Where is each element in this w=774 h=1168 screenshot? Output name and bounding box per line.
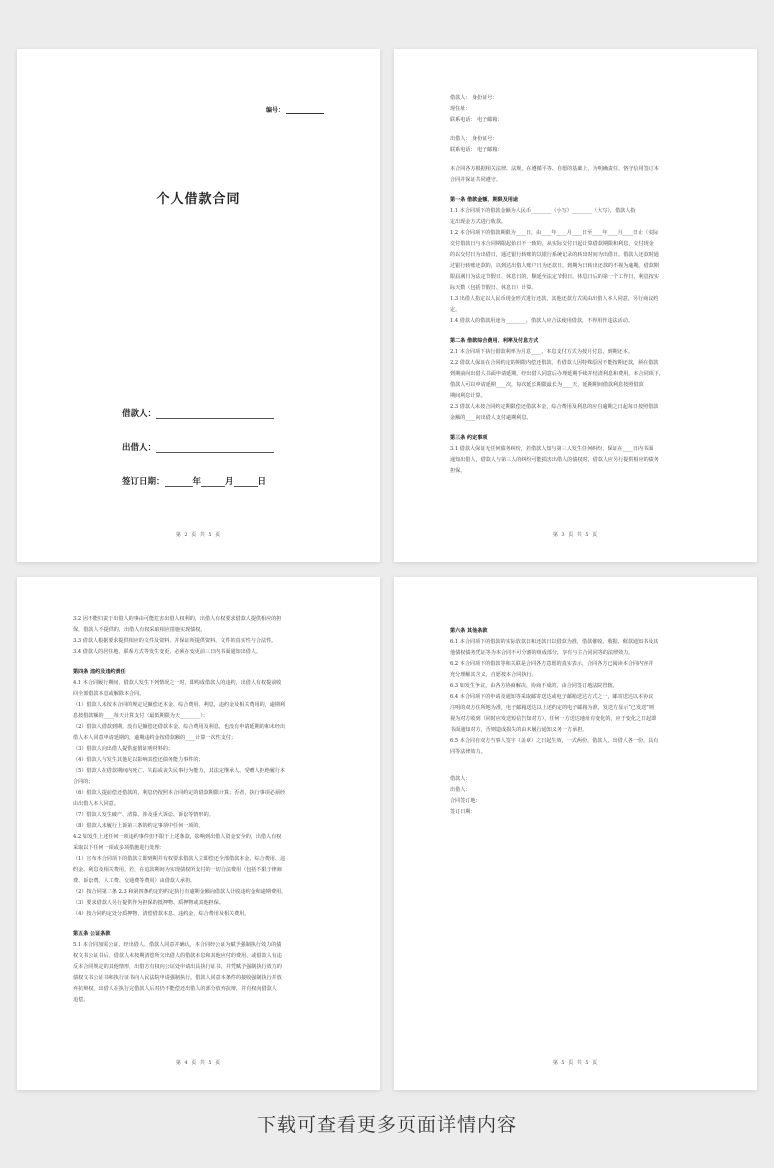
text-line: 权文书公证书后，借款人未按期清偿所欠出借人的借款本息和其他应付的费用，或借款人有违 (73, 953, 282, 959)
text-line: 1.4 借款人的借款用途为________，借款人应合法使用借款，不得用作违法活动。 (450, 318, 633, 324)
page-number: 第 5 页 共 5 页 (552, 1060, 599, 1066)
section-heading: 第二条 借款综合费用、利率及付息方式 (450, 338, 539, 344)
signing-date (122, 475, 266, 487)
text-line: 追偿。 (73, 997, 89, 1003)
page-number: 第 2 页 共 5 页 (175, 532, 222, 538)
text-line: 1.1 本合同项下的借款金额为人民币________（小写）________（大写），借款人指 (450, 208, 636, 214)
text-line: 5.1 本合同加需公证，经出借人、借款人同意并确认，本合同经公证为赋予强制执行效力的债 (73, 942, 282, 948)
page-4-body (73, 614, 328, 1006)
contract-number (266, 105, 324, 114)
text-line: （4）按合同约定处分质押物，清偿借款本息、违约金，综合费用及相关费用。 (73, 911, 250, 917)
text-line: （2）借款人借款到期，没有足额偿还借款本金、综合费用及利息，也没有申请延期的和未经出 (73, 724, 286, 730)
blank-line (450, 766, 705, 774)
text-line: （8）借款人未履行上诉第三条的约定事项中任何一项的。 (73, 823, 204, 829)
text-line: 3.3 借款人根据要求提供相应的文件及资料，并保证所提供资料、文件的真实性与合法性。 (73, 638, 277, 644)
text-line: 3.1 借款人保证无任何债务纠纷，若借款人知与第三人发生任何纠纷，保证在____日内书面 (450, 446, 654, 452)
text-line: 合同签订地： (450, 798, 481, 804)
contract-number-line (286, 113, 324, 114)
text-line: （3）借款人向出借人提供虚假证明材料的； (73, 746, 174, 752)
text-line: 同等法律效力。 (450, 749, 486, 755)
page-5 (394, 577, 757, 1090)
text-line: （6）借款人提前偿还借款的，利息仍按照本合同约定的借款期限计算；否者，执行事项必须经 (73, 790, 286, 796)
text-line: 定。 (450, 307, 461, 313)
text-line: 交付借款日与本合同期限起始日不一致的，从实际交付日起计算借款期限和利息，交付现金 (450, 241, 654, 247)
text-line: 费、诉讼费、人工费、交通费等费用）由借款人承担。 (73, 878, 196, 884)
text-line: 6.5 本合同自双方当事人签字（盖章）之日起生效，一式两份，借款人、出借人各一份，具有 (450, 738, 659, 744)
page-4 (17, 577, 380, 1090)
borrower-signature (122, 407, 274, 419)
page-5-body (450, 617, 705, 818)
page-3-body (450, 93, 705, 477)
text-line: 债权文书公证书和执行证书向人民法院申请强制执行。借款人同意本条件的接收强制执行并放 (73, 975, 282, 981)
text-line: （1）宣布本合同项下的借款立即到期并有权要求借款人立即偿还全部借款本金、综合费用、违 (73, 856, 286, 862)
text-line: 弃抗辩权，出借人在执行完借款人后对仍不能偿还出借人的部分放弃抗辩，并有权向借款人 (73, 986, 277, 992)
text-line: 合同的； (73, 779, 94, 785)
text-line: 他债权债务凭证等为本合同不可分割的组成部分，享有与主合同同等的法律效力。 (450, 650, 634, 656)
text-line: 际天数（包括节假日、休息日）计算。 (450, 285, 537, 291)
text-line: 息按借款额的____每天计算支付（最低期限为天________）； (73, 713, 208, 719)
text-line: 现住址： (450, 106, 471, 112)
text-line: 金额的____向出借人支付逾期利息。 (450, 415, 532, 421)
text-line: 本合同各方根据相关法律、法规，在遵循平等、自愿的基础上，为明确责任、恪守信用签订本 (450, 166, 659, 172)
day-label: 日 (257, 477, 267, 487)
text-line: 联系电话： 电子邮箱： (450, 117, 503, 123)
borrower-line (156, 409, 274, 419)
text-line: 担保。 (450, 468, 466, 474)
text-line: 限届满日为法定节假日、休息日的，顺延至法定节假日、休息日后的第一个工作日，利息按实 (450, 274, 659, 280)
section-heading: 第六条 其他条款 (450, 628, 488, 634)
borrower-label: 借款人： (122, 409, 157, 419)
text-line: 6.4 本合同项下的申请及通知等采取邮寄送达或电子邮箱送达方式之一，邮寄送达以本协议 (450, 694, 654, 700)
text-line: 过银行转账还款的，以到达出借人账户日为还款日，到期为日转出还款的不视为逾期。借款期 (450, 263, 659, 269)
date-label: 签订日期： (122, 477, 165, 487)
text-line: 2.3 借款人未按合同约定期限偿还借款本金，综合费用及利息的应自逾期之日起每日按照借款 (450, 404, 659, 410)
section-heading: 第四条 违约及违约责任 (73, 669, 126, 675)
text-line: 采取以下任何一项或多项措施进行处理： (73, 845, 165, 851)
blank-line (450, 758, 705, 766)
text-line: 充分理解其含义，自愿按本合同执行。 (450, 672, 537, 678)
text-line: 2.1 本合同项下执行借款利率为月息____，本息支付方式为按月付息，到期还本。 (450, 349, 633, 355)
text-line: 借人本人同意申请延期的，逾期违约金按借款额的____计算一次性支付； (73, 735, 237, 741)
text-line: 视为对方收到（同时应发送短信告知对方），任何一方送达地址有变化的，应于变化之日起即 (450, 716, 657, 722)
page-3 (394, 49, 757, 562)
text-line: 借款人可以申请延期____次，每次延长期限最长为____天，延期期间借款利息按照借款 (450, 382, 644, 388)
text-line: （1）借款人未按本合同的规定足额偿还本金、综合费用、利息，违约金及相关费用的，逾期利 (73, 702, 286, 708)
download-caption: 下载可查看更多页面详情内容 (256, 1114, 517, 1136)
text-line: 1.2 本合同项下的借款期限为____日，由____年____月____日至____年____月____日止（实际 (450, 230, 659, 236)
section-heading: 第一条 借款金额、期限及用途 (450, 197, 518, 203)
text-line: 回全部借款本息或解除本合同。 (73, 691, 145, 697)
month-blank (201, 477, 225, 487)
text-line: 书面通知对方，否则造成损失的由未履行通知义务一方承担。 (450, 727, 588, 733)
text-line: 到期前向出借人书面申请延期，经出借人同意后办理延期手续并结清利息和费用。本合同项下， (450, 371, 664, 377)
text-line: 合同并保证共同遵守。 (450, 177, 501, 183)
contract-number-label: 编号： (265, 107, 284, 114)
month-label: 月 (225, 477, 234, 487)
text-line: （4）借款人与发生其他足以影响其偿还债务能力事件的； (73, 757, 204, 763)
page-number: 第 3 页 共 5 页 (552, 532, 599, 538)
text-line: 保，借款人不提供的，出借人有权采取相应措施实现债权。 (73, 627, 206, 633)
text-line: 出借人： (450, 787, 471, 793)
lender-label: 出借人： (122, 443, 157, 453)
text-line: 借款人： (450, 776, 471, 782)
text-line: （5）借款人在借款期间内死亡、失踪或丧失民事行为能力，其法定继承人、受赠人拒绝履行本 (73, 768, 286, 774)
text-line: 6.1 本合同项下的借款的实际放款日和还款日以借款为准，借款催收、收据、催款通知书及其 (450, 639, 659, 645)
lender-line (156, 443, 274, 453)
page-number: 第 4 页 共 5 页 (175, 1060, 222, 1066)
text-line: 1.3 出借人指定以人民币现金形式进行还款，其他还款方式需由出借人本人同意，另行商议约 (450, 296, 659, 302)
text-line: 的以交付日为出借日，通过银行转账的以银行系统记录的转出时间为出借日。借款人还款时通 (450, 252, 659, 258)
day-blank (234, 477, 258, 487)
text-line: 签订日期： (450, 809, 476, 815)
text-line: （7）借款人发生破产、清算、涉及重大诉讼、诉讼等情形的。 (73, 812, 214, 818)
blank-line (450, 126, 705, 134)
section-heading: 第五条 公证条款 (73, 931, 111, 937)
year-label: 年 (192, 477, 202, 487)
text-line: （3）要求借款人另行提供作为担保的抵押物、质押物或其他担保。 (73, 900, 224, 906)
blank-line (450, 156, 705, 164)
text-line: 借款人： 身份证号： (450, 95, 498, 101)
text-line: 3.2 因不能归责于出借人的事由可能危害出借人权利的，出借人有权要求借款人提供相应的担 (73, 616, 282, 622)
section-heading: 第三条 约定事项 (450, 435, 488, 441)
page-cover (17, 49, 380, 562)
text-line: 2.2 借款人保证在合同约定的期限内偿还借款，若借款人因特殊原因不能按期还款，须在借款 (450, 360, 659, 366)
contract-title: 个人借款合同 (156, 192, 241, 207)
lender-signature (122, 441, 274, 453)
text-line: 通知出借人，借款人与第三人的纠纷可能损害出借人的债权时，借款人应另行提供相应的债务 (450, 457, 659, 463)
text-line: 6.2 本合同项下的借款等和关联是合同各方意愿的真实表示，合同各方已阅读本合同内容并 (450, 661, 654, 667)
text-line: 4.2 如发生上述任何一项违约事件但不限于上述条款，影响到出借人资金安全的，出借人有权 (73, 834, 282, 840)
text-line: 由出借人本人同意。 (73, 801, 119, 807)
year-blank (165, 477, 193, 487)
text-line: （2）按合同第二条 2.3 和第四条约定的约定执行有逾期金额向借款人计收违约金和逾期费用。 (73, 889, 287, 895)
text-line: 期间利息计算。 (450, 393, 486, 399)
text-line: 4.1 本合同履行期间，借款人发生下列情况之一时，即构成借款人的违约，出借人有权提前收 (73, 680, 282, 686)
text-line: 出借人： 身份证号： (450, 136, 498, 142)
text-line: 注明的双方住所地为准，电子邮箱送达以上述约定的电子邮箱为准，发送方显示“已发送”则 (450, 705, 654, 711)
text-line: 反本合同规定的其他情形，出借方有权向公证处申请出具执行证书，并凭赋予强制执行效力的 (73, 964, 282, 970)
text-line: 3.4 借款人的居住地、联系方式等发生变更，必须在变更前三日内书面通知出借人。 (73, 649, 262, 655)
text-line: 6.3 如发生争议，由各方协商解决，协商不成的，由合同签订地法院管辖。 (450, 683, 618, 689)
text-line: 约金、利息及相关费用。若，在追款期间为实现债权所支付的一切合法费用（包括不限于律师 (73, 867, 282, 873)
text-line: 联系电话： 电子邮箱： (450, 147, 503, 153)
text-line: 定出现金方式进行收款。 (450, 219, 507, 225)
